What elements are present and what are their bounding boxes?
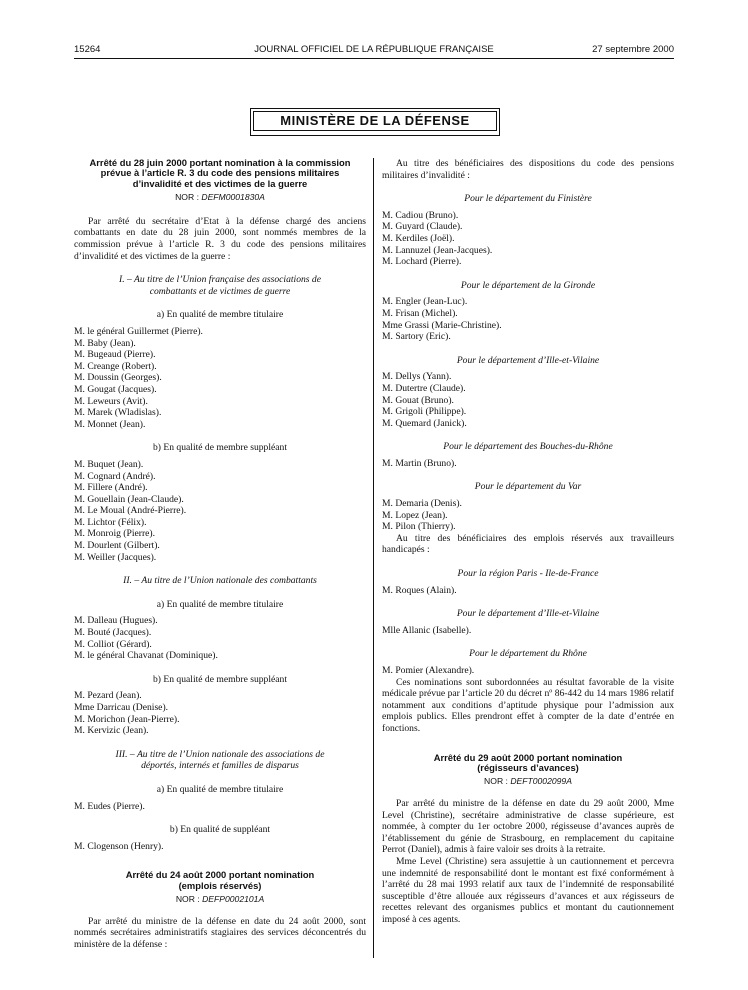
closing-paragraph: Ces nominations sont subordonnées au résultat favorable de la visite médicale prévue par l’article 20 du décret nº 86-442 du 14 mars 1986 relatif notamment aux conditions d’aptitude physique pour l’admission aux emplois publics. Elles prendront effet à compter de la date d’entrée en fonctions. xyxy=(382,676,674,734)
name-list xyxy=(382,498,674,533)
list-item: M. Creange (Robert). xyxy=(74,360,157,372)
list-item: M. Pezard (Jean). xyxy=(74,690,142,702)
ministry-box xyxy=(250,108,500,136)
section-heading: I. – Au titre de l’Union française des associations de combattants et de victimes de guerre xyxy=(119,274,321,297)
beneficiaries-intro: Au titre des bénéficiaires des dispositions du code des pensions militaires d’invalidité : xyxy=(382,158,674,181)
list-item: M. Frisan (Michel). xyxy=(382,307,458,319)
decree-paragraph: Par arrêté du ministre de la défense en date du 29 août 2000, Mme Level (Christine), secrétaire administrative de classe supérieure, est nommée, à compter du 1er octobre 2000, régisseuse d’avances auprès de l’établissement du génie de Strasbourg, en remplacement du capitaine Perrot (Daniel), admis à faire valoir ses droits à la retraite. xyxy=(382,797,674,856)
nor-reference: NOR : DEFT0002099A xyxy=(484,776,572,787)
list-item: M. Kervizic (Jean). xyxy=(74,725,149,737)
decree-title: Arrêté du 24 août 2000 portant nomination (emplois réservés) xyxy=(125,869,315,891)
subsection-heading: a) En qualité de membre titulaire xyxy=(156,783,284,795)
department-heading: Pour le département d’Ille-et-Vilaine xyxy=(456,354,600,366)
list-item: M. Pomier (Alexandre). xyxy=(382,665,475,676)
column-divider xyxy=(373,158,374,958)
list-item: M. Buquet (Jean). xyxy=(74,458,144,470)
list-item: M. Marek (Wladislas). xyxy=(74,407,162,419)
list-item: M. Martin (Bruno). xyxy=(382,457,457,469)
issue-date: 27 septembre 2000 xyxy=(592,44,674,55)
decree-title: Arrêté du 28 juin 2000 portant nomination à la commission prévue à l’article R. 3 du code des pensions militaires d’invalidité et des victimes de la guerre xyxy=(89,157,351,189)
list-item: M. Monnet (Jean). xyxy=(74,418,146,430)
list-item: M. Weiller (Jacques). xyxy=(74,551,157,563)
page-header xyxy=(74,44,674,58)
name-list xyxy=(74,615,366,661)
list-item: M. Demaria (Denis). xyxy=(382,498,462,510)
department-heading: Pour la région Paris - Ile-de-France xyxy=(457,568,599,580)
decree-title: Arrêté du 29 août 2000 portant nomination (régisseurs d’avances) xyxy=(433,751,623,773)
department-heading: Pour le département du Var xyxy=(474,481,582,493)
list-item: M. Lochard (Pierre). xyxy=(382,256,462,268)
subsection-heading: a) En qualité de membre titulaire xyxy=(156,309,284,321)
list-item: M. Engler (Jean-Luc). xyxy=(382,296,468,308)
name-list xyxy=(382,458,674,470)
list-item: M. Roques (Alain). xyxy=(382,584,457,596)
list-item: M. le général Guillermet (Pierre). xyxy=(74,325,203,337)
left-column xyxy=(74,158,366,951)
list-item: M. Eudes (Pierre). xyxy=(74,800,145,812)
list-item: M. Morichon (Jean-Pierre). xyxy=(74,713,180,725)
list-item: M. Kerdiles (Joël). xyxy=(382,232,455,244)
department-heading: Pour le département du Finistère xyxy=(464,193,592,205)
list-item: M. Leweurs (Avit). xyxy=(74,395,148,407)
journal-title: JOURNAL OFFICIEL DE LA RÉPUBLIQUE FRANÇAISE xyxy=(254,44,494,55)
department-heading: Pour le département d’Ille-et-Vilaine xyxy=(456,608,600,620)
name-list xyxy=(382,585,674,597)
subsection-heading: a) En qualité de membre titulaire xyxy=(156,598,284,610)
nor-reference: NOR : DEFP0002101A xyxy=(175,894,265,905)
list-item: M. Gouat (Bruno). xyxy=(382,394,454,406)
list-item: M. Bugeaud (Pierre). xyxy=(74,349,156,361)
subsection-heading: b) En qualité de suppléant xyxy=(169,824,271,836)
list-item: M. Lopez (Jean). xyxy=(382,509,448,521)
section-heading: II. – Au titre de l’Union nationale des combattants xyxy=(123,575,317,587)
ministry-title: MINISTÈRE DE LA DÉFENSE xyxy=(253,111,497,131)
page-number: 15264 xyxy=(74,44,101,55)
list-item: M. le général Chavanat (Dominique). xyxy=(74,650,218,662)
list-item: M. Bouté (Jacques). xyxy=(74,627,152,639)
name-list xyxy=(74,801,366,813)
list-item: M. Lichtor (Félix). xyxy=(74,516,147,528)
list-item: Mme Grassi (Marie-Christine). xyxy=(382,319,502,331)
list-item: M. Baby (Jean). xyxy=(74,337,136,349)
list-item: M. Quemard (Janick). xyxy=(382,417,467,429)
list-item: M. Le Moual (André-Pierre). xyxy=(74,505,187,517)
department-heading: Pour le département de la Gironde xyxy=(460,279,596,291)
list-item: M. Pilon (Thierry). xyxy=(382,521,456,533)
section-heading: III. – Au titre de l’Union nationale des associations de déportés, internés et familles de disparus xyxy=(115,748,325,772)
department-heading: Pour le département du Rhône xyxy=(469,648,587,660)
list-item: Mlle Allanic (Isabelle). xyxy=(382,624,472,636)
right-column xyxy=(382,158,674,926)
name-list xyxy=(382,371,674,429)
list-item: M. Dalleau (Hugues). xyxy=(74,615,158,627)
name-list xyxy=(382,296,674,342)
list-item: M. Sartory (Eric). xyxy=(382,331,451,343)
list-item: M. Dellys (Yann). xyxy=(382,371,452,383)
subsection-heading: b) En qualité de membre suppléant xyxy=(152,673,287,685)
nor-reference: NOR : DEFM0001830A xyxy=(175,192,265,203)
header-rule xyxy=(74,58,674,59)
decree-intro: Par arrêté du secrétaire d’Etat à la défense chargé des anciens combattants en date du 28 juin 2000, sont nommés membres de la commission prévue à l’article R. 3 du code des pensions militaires d’invalidité et des victimes de la guerre : xyxy=(74,215,366,262)
name-list xyxy=(382,625,674,637)
list-item: M. Cognard (André). xyxy=(74,470,156,482)
list-item: M. Clogenson (Henry). xyxy=(74,840,164,852)
list-item: M. Colliot (Gérard). xyxy=(74,638,152,650)
name-list xyxy=(382,665,674,677)
list-item: M. Dourlent (Gilbert). xyxy=(74,540,160,552)
name-list xyxy=(382,210,674,268)
list-item: M. Gougat (Jacques). xyxy=(74,383,157,395)
list-item: M. Grigoli (Philippe). xyxy=(382,406,467,418)
list-item: M. Monroig (Pierre). xyxy=(74,528,155,540)
list-item: M. Guyard (Claude). xyxy=(382,221,463,233)
list-item: M. Fillere (André). xyxy=(74,482,148,494)
subsection-heading: b) En qualité de membre suppléant xyxy=(152,442,287,454)
list-item: M. Gouellain (Jean-Claude). xyxy=(74,493,184,505)
list-item: M. Lannuzel (Jean-Jacques). xyxy=(382,244,493,256)
name-list xyxy=(74,841,366,853)
department-heading: Pour le département des Bouches-du-Rhône xyxy=(443,441,613,453)
decree-intro: Par arrêté du ministre de la défense en date du 24 août 2000, sont nommés secrétaires administratifs stagiaires des services déconcentrés du ministère de la défense : xyxy=(74,915,366,950)
name-list xyxy=(74,690,366,736)
name-list xyxy=(74,326,366,430)
name-list xyxy=(74,459,366,563)
beneficiaries-intro: Au titre des bénéficiaires des emplois réservés aux travailleurs handicapés : xyxy=(382,532,674,556)
list-item: M. Cadiou (Bruno). xyxy=(382,209,459,221)
decree-paragraph: Mme Level (Christine) sera assujettie à un cautionnement et percevra une indemnité de responsabilité dont le montant est fixé conformément à l’arrêté du 28 mai 1993 relatif aux taux de l’indemnité de responsabilité susceptible d’être allouée aux régisseurs d’avances et aux régisseurs de recettes relevant des organismes publics et montant du cautionnement imposé à ces agents. xyxy=(382,855,674,925)
list-item: M. Dutertre (Claude). xyxy=(382,382,466,394)
list-item: M. Doussin (Georges). xyxy=(74,372,162,384)
list-item: Mme Darricau (Denise). xyxy=(74,702,169,713)
